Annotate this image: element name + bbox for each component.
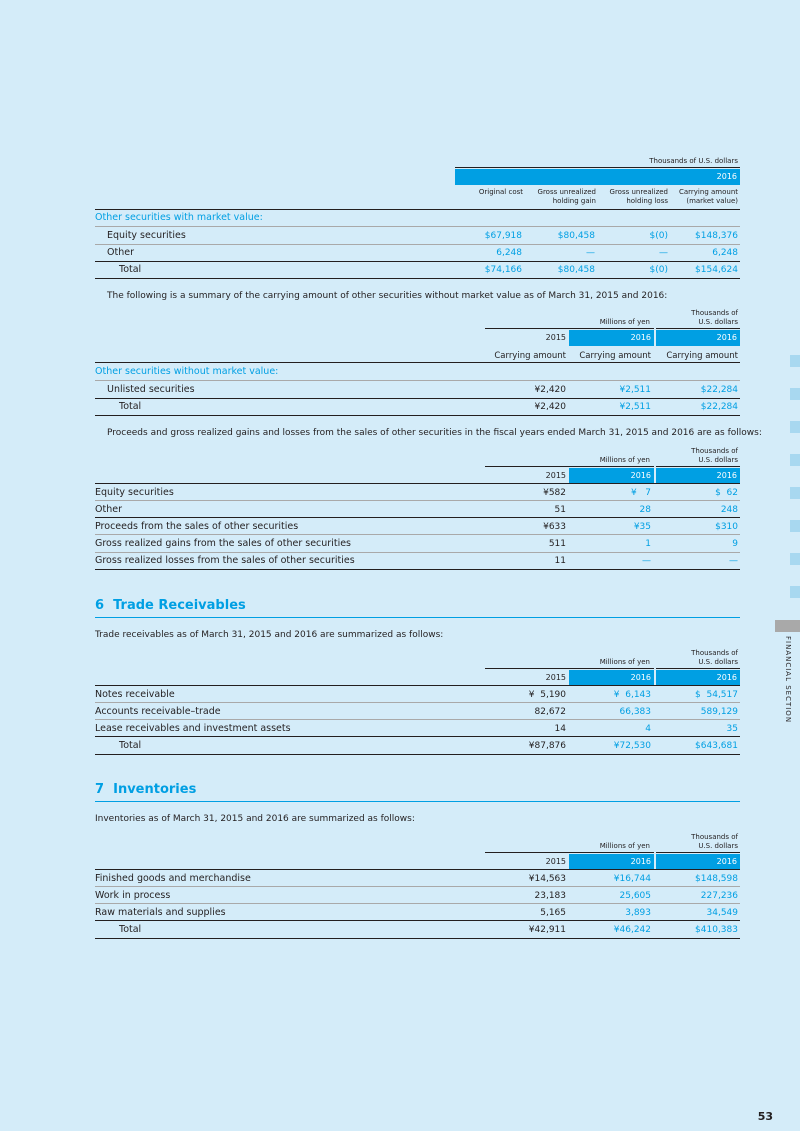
- row-label: Notes receivable: [95, 689, 175, 700]
- year-header: 2015: [545, 471, 566, 480]
- group-label: Other securities with market value:: [95, 212, 263, 223]
- cell: —: [586, 248, 595, 258]
- cell: $148,376: [695, 231, 738, 241]
- cell: 25,605: [619, 891, 651, 901]
- cell: $22,284: [700, 385, 738, 395]
- row-label: Other: [95, 504, 122, 515]
- cell: $74,166: [484, 265, 522, 275]
- cell: 1: [645, 539, 651, 549]
- cell: 5,165: [540, 908, 566, 918]
- row-label-total: Total: [119, 264, 142, 275]
- side-tab[interactable]: [790, 388, 800, 400]
- year-header: 2016: [455, 169, 740, 185]
- section-number: 7: [95, 782, 105, 797]
- cell: 11: [554, 556, 566, 566]
- paragraph: Proceeds and gross realized gains and losses from the sales of other securities in the fiscal years ended March 31, 2015 and 2016 are as follows:: [107, 428, 762, 438]
- col-header-carrying-amount: Carrying amount (market value): [678, 188, 738, 205]
- cell: $67,918: [484, 231, 522, 241]
- side-tab[interactable]: [790, 586, 800, 598]
- table-unit-caption-yen: Millions of yen: [599, 658, 650, 666]
- paragraph: Trade receivables as of March 31, 2015 and 2016 are summarized as follows:: [95, 630, 444, 640]
- year-header: 2015: [545, 333, 566, 342]
- row-label: Proceeds from the sales of other securities: [95, 521, 299, 532]
- side-tab[interactable]: [790, 487, 800, 499]
- row-label: Equity securities: [95, 487, 174, 498]
- section-heading: [95, 782, 196, 798]
- cell: ¥72,530: [613, 741, 651, 751]
- section-heading: [95, 598, 246, 614]
- cell: 51: [554, 505, 566, 515]
- row-label-total: Total: [119, 740, 142, 751]
- cell: $(0): [649, 265, 668, 275]
- cell: ¥87,876: [528, 741, 566, 751]
- table-unit-caption-usd: Thousands of U.S. dollars: [691, 309, 738, 326]
- table-unit-caption: Thousands of U.S. dollars: [649, 157, 738, 165]
- cell: ¥ 6,143: [613, 690, 651, 700]
- year-header: 2015: [545, 857, 566, 866]
- group-label: Other securities without market value:: [95, 366, 279, 377]
- col-header-original-cost: Original cost: [478, 188, 523, 196]
- cell: ¥2,420: [534, 402, 566, 412]
- section-title: Trade Receivables: [113, 598, 246, 613]
- cell: 66,383: [619, 707, 651, 717]
- year-header: 2016: [656, 854, 740, 870]
- year-header: 2016: [656, 468, 740, 484]
- cell: ¥582: [543, 488, 566, 498]
- side-tab[interactable]: [790, 553, 800, 565]
- cell: —: [659, 248, 668, 258]
- row-label: Other: [107, 247, 134, 258]
- row-label: Gross realized gains from the sales of other securities: [95, 538, 352, 549]
- page-number: 53: [757, 1110, 773, 1123]
- year-header: 2016: [569, 468, 654, 484]
- subheader: Carrying amount: [579, 351, 651, 361]
- side-tab[interactable]: [790, 454, 800, 466]
- cell: $ 62: [715, 488, 738, 498]
- cell: 9: [732, 539, 738, 549]
- cell: ¥2,511: [619, 402, 651, 412]
- cell: $148,598: [695, 874, 738, 884]
- cell: ¥46,242: [613, 925, 651, 935]
- cell: ¥ 7: [630, 488, 651, 498]
- year-header: 2016: [656, 330, 740, 346]
- side-section-label: FINANCIAL SECTION: [784, 636, 792, 724]
- side-tab[interactable]: [790, 520, 800, 532]
- cell: —: [729, 556, 738, 566]
- subheader: Carrying amount: [666, 351, 738, 361]
- year-header: 2016: [569, 854, 654, 870]
- cell: 511: [548, 539, 566, 549]
- year-header: 2016: [569, 330, 654, 346]
- paragraph: The following is a summary of the carrying amount of other securities without market value as of March 31, 2015 and 2016:: [107, 291, 668, 301]
- section-title: Inventories: [113, 782, 197, 797]
- row-label-total: Total: [119, 401, 142, 412]
- cell: $22,284: [700, 402, 738, 412]
- row-label: Lease receivables and investment assets: [95, 723, 291, 734]
- cell: —: [642, 556, 651, 566]
- cell: ¥2,511: [619, 385, 651, 395]
- cell: 34,549: [706, 908, 738, 918]
- cell: 4: [645, 724, 651, 734]
- cell: 14: [554, 724, 566, 734]
- cell: $80,458: [557, 265, 595, 275]
- table-unit-caption-yen: Millions of yen: [599, 318, 650, 326]
- row-label: Raw materials and supplies: [95, 907, 226, 918]
- cell: $80,458: [557, 231, 595, 241]
- year-header: 2016: [656, 670, 740, 686]
- cell: ¥ 5,190: [528, 690, 566, 700]
- row-label: Work in process: [95, 890, 171, 901]
- cell: $154,624: [695, 265, 738, 275]
- row-label: Equity securities: [107, 230, 186, 241]
- cell: 6,248: [712, 248, 738, 258]
- col-header-unrealized-gain: Gross unrealized holding gain: [537, 188, 596, 205]
- cell: $410,383: [695, 925, 738, 935]
- cell: ¥14,563: [528, 874, 566, 884]
- cell: $643,681: [695, 741, 738, 751]
- cell: 82,672: [534, 707, 566, 717]
- cell: ¥16,744: [613, 874, 651, 884]
- cell: 227,236: [700, 891, 738, 901]
- year-header: 2015: [545, 673, 566, 682]
- col-header-unrealized-loss: Gross unrealized holding loss: [609, 188, 668, 205]
- cell: ¥42,911: [528, 925, 566, 935]
- table-unit-caption-usd: Thousands of U.S. dollars: [691, 649, 738, 666]
- cell: ¥35: [633, 522, 651, 532]
- cell: $ 54,517: [695, 690, 738, 700]
- cell: 6,248: [496, 248, 522, 258]
- side-tab[interactable]: [790, 355, 800, 367]
- cell: 589,129: [700, 707, 738, 717]
- cell: $310: [715, 522, 738, 532]
- table-unit-caption-yen: Millions of yen: [599, 842, 650, 850]
- table-unit-caption-usd: Thousands of U.S. dollars: [691, 833, 738, 850]
- cell: ¥2,420: [534, 385, 566, 395]
- row-label: Gross realized losses from the sales of other securities: [95, 555, 355, 566]
- row-label: Accounts receivable–trade: [95, 706, 221, 717]
- cell: ¥633: [543, 522, 566, 532]
- row-label: Finished goods and merchandise: [95, 873, 251, 884]
- cell: 28: [639, 505, 651, 515]
- year-header: 2016: [569, 670, 654, 686]
- table-unit-caption-yen: Millions of yen: [599, 456, 650, 464]
- subheader: Carrying amount: [494, 351, 566, 361]
- paragraph: Inventories as of March 31, 2015 and 2016 are summarized as follows:: [95, 814, 415, 824]
- side-tab[interactable]: [790, 421, 800, 433]
- cell: 248: [720, 505, 738, 515]
- row-label-total: Total: [119, 924, 142, 935]
- section-number: 6: [95, 598, 105, 613]
- cell: 23,183: [534, 891, 566, 901]
- side-tab-active[interactable]: [775, 620, 800, 632]
- cell: $(0): [649, 231, 668, 241]
- row-label: Unlisted securities: [107, 384, 195, 395]
- table-unit-caption-usd: Thousands of U.S. dollars: [691, 447, 738, 464]
- cell: 3,893: [625, 908, 651, 918]
- cell: 35: [726, 724, 738, 734]
